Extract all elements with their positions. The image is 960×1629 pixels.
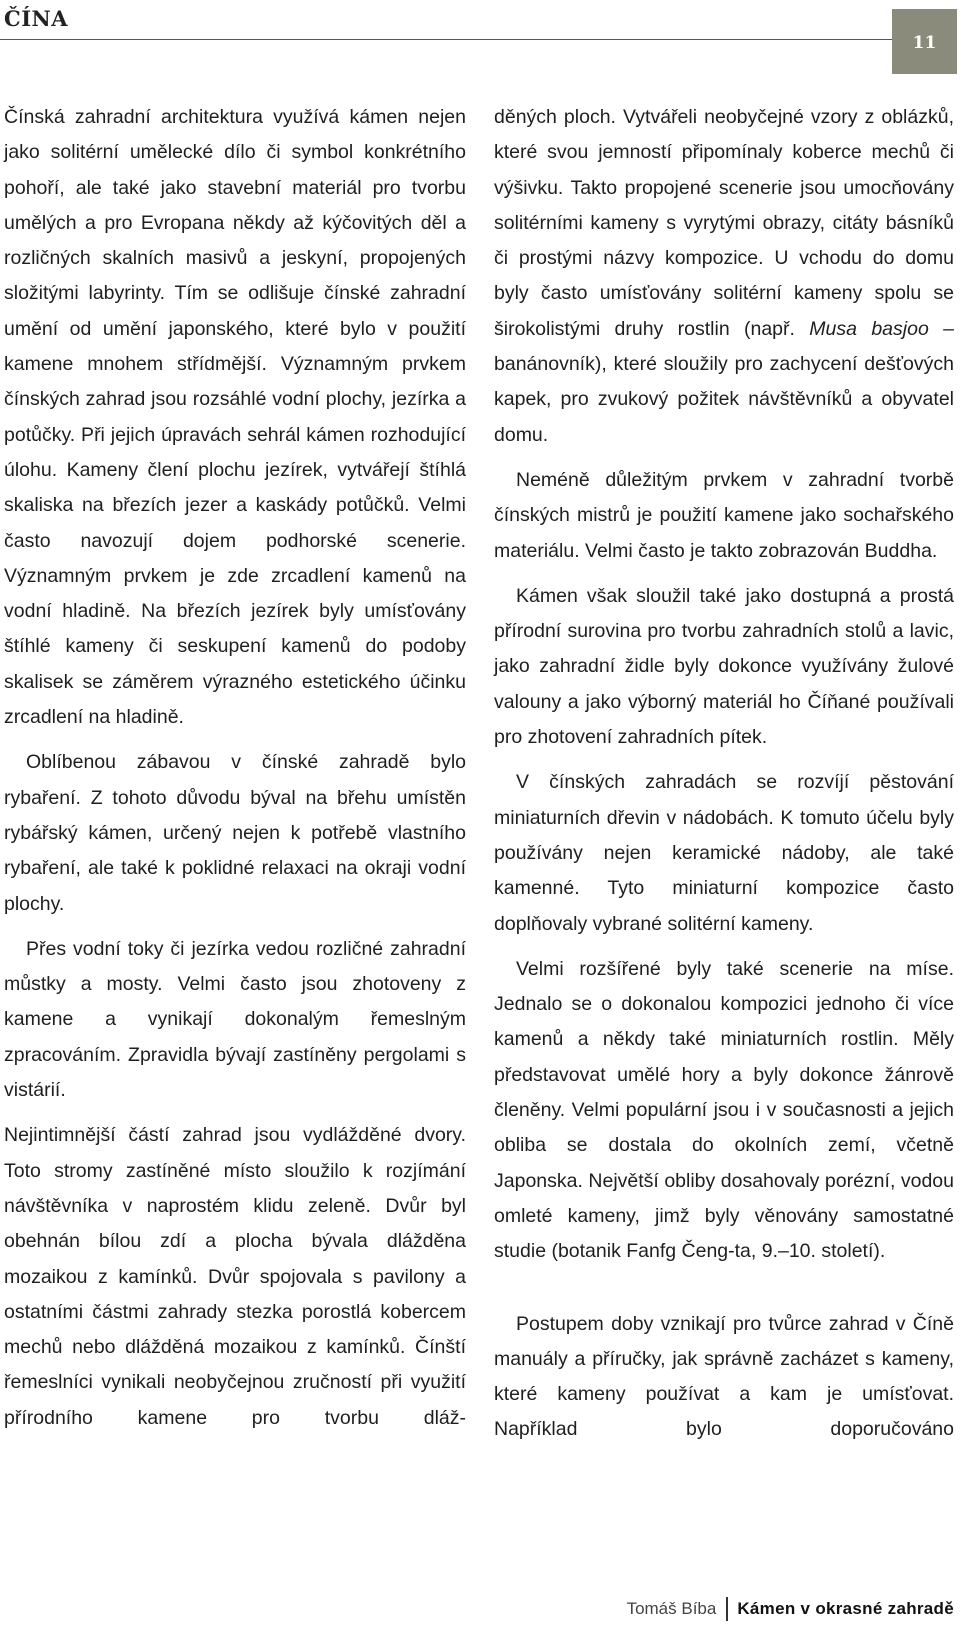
header-rule [0,39,892,40]
latin-plant-name: Musa basjoo [809,317,929,340]
paragraph-text: – banánovník), které sloužily pro zachycení dešťových kapek, pro zvukový požitek návštěvníků a obyvatel domu. [494,317,954,446]
paragraph: Přes vodní toky či jezírka vedou rozličné zahradní můstky a mosty. Velmi často jsou zhotoveny z kamene a vynikají dokonalým řemeslným zpracováním. Zpravidla bývají zastíněny pergolami s vistárií. [4,937,466,1102]
paragraph: Postupem doby vznikají pro tvůrce zahrad v Číně manuály a příručky, jak správně zacházet s kameny, které kameny používat a kam je umísťovat. Například bylo doporučováno [494,1312,954,1441]
right-column [494,100,954,1448]
page-number: 11 [912,32,937,53]
left-column [4,100,466,1436]
paragraph [494,100,954,453]
paragraph: Čínská zahradní architektura využívá kámen nejen jako solitérní umělecké dílo či symbol konkrétního pohoří, ale také jako stavební materiál pro tvorbu umělých a pro Evropana někdy až kýčovitých děl a rozličných skalních masivů a jeskyní, propojených složitými labyrinty. Tím se odlišuje čínské zahradní umění od umění japonského, které bylo v použití kamene mnohem střídmější. Významným prvkem čínských zahrad jsou rozsáhlé vodní plochy, jezírka a potůčky. Při jejich úpravách sehrál kámen rozhodující úlohu. Kameny člení plochu jezírek, vytvářejí štíhlá skaliska na březích jezer a kaskády potůčků. Velmi často navozují dojem podhorské scenerie. Významným prvkem je zde zrcadlení kamenů na vodní hladině. Na březích jezírek byly umísťovány štíhlé kameny či seskupení kamenů do podoby skalisek se záměrem výrazného estetického účinku zrcadlení na hladině. [4,106,466,729]
page-number-tab [892,9,957,74]
paragraph: Kámen však sloužil také jako dostupná a prostá přírodní surovina pro tvorbu zahradních stolů a lavic, jako zahradní židle byly dokonce využívány žulové valouny a jako výborný materiál ho Číňané používali pro zhotovení zahradních pítek. [494,584,954,749]
paragraph: Nejintimnější částí zahrad jsou vydlážděné dvory. Toto stromy zastíněné místo sloužilo k rozjímání návštěvníka v naprostém klidu zeleně. Dvůr byl obehnán bílou zdí a plocha bývala dlážděna mozaikou z kamínků. Dvůr spojovala s pavilony a ostatními částmi zahrady stezka porostlá kobercem mechů nebo dlážděná mozaikou z kamínků. Čínští řemeslníci vynikali neobyčejnou zručností při využití přírodního kamene pro tvorbu dláž- [4,1124,466,1429]
paragraph: Neméně důležitým prvkem v zahradní tvorbě čínských mistrů je použití kamene jako sochařského materiálu. Velmi často je takto zobrazován Buddha. [494,468,954,562]
paragraph: Oblíbenou zábavou v čínské zahradě bylo rybaření. Z tohoto důvodu býval na břehu umístěn rybářský kámen, určený nejen k potřebě vlastního rybaření, ale také k poklidné relaxaci na okraji vodní plochy. [4,751,466,915]
footer-book-title: Kámen v okrasné zahradě [737,1599,954,1618]
paragraph: Velmi rozšířené byly také scenerie na míse. Jednalo se o dokonalou kompozici jednoho či více kamenů a někdy také miniaturních rostlin. Měly představovat umělé hory a byly dokonce žánrově členěny. Velmi populární jsou i v současnosti a jejich obliba se dostala do okolních zemí, včetně Japonska. Největší obliby dosahovaly porézní, vodou omleté kameny, jimž byly věnovány samostatné studie (botanik Fanfg Čeng-ta, 9.–10. století). [494,957,954,1263]
page-footer [627,1597,954,1621]
paragraph: V čínských zahradách se rozvíjí pěstování miniaturních dřevin v nádobách. K tomuto účelu byly používány nejen keramické nádoby, ale také kamenné. Tyto miniaturní kompozice často doplňovaly vybrané solitérní kameny. [494,771,954,935]
footer-author: Tomáš Bíba [626,1599,717,1618]
chapter-title: ČÍNA [4,6,69,31]
footer-divider [726,1597,728,1621]
paragraph-text: děných ploch. Vytvářeli neobyčejné vzory z oblázků, které svou jemností připomínaly koberce mechů či výšivku. Takto propojené scenerie jsou umocňovány solitérními kameny s vyrytými obrazy, citáty básníků či prostými názvy kompozice. U vchodu do domu byly často umísťovány solitérní kameny spolu se širokolistými druhy rostlin (např. [494,106,954,340]
